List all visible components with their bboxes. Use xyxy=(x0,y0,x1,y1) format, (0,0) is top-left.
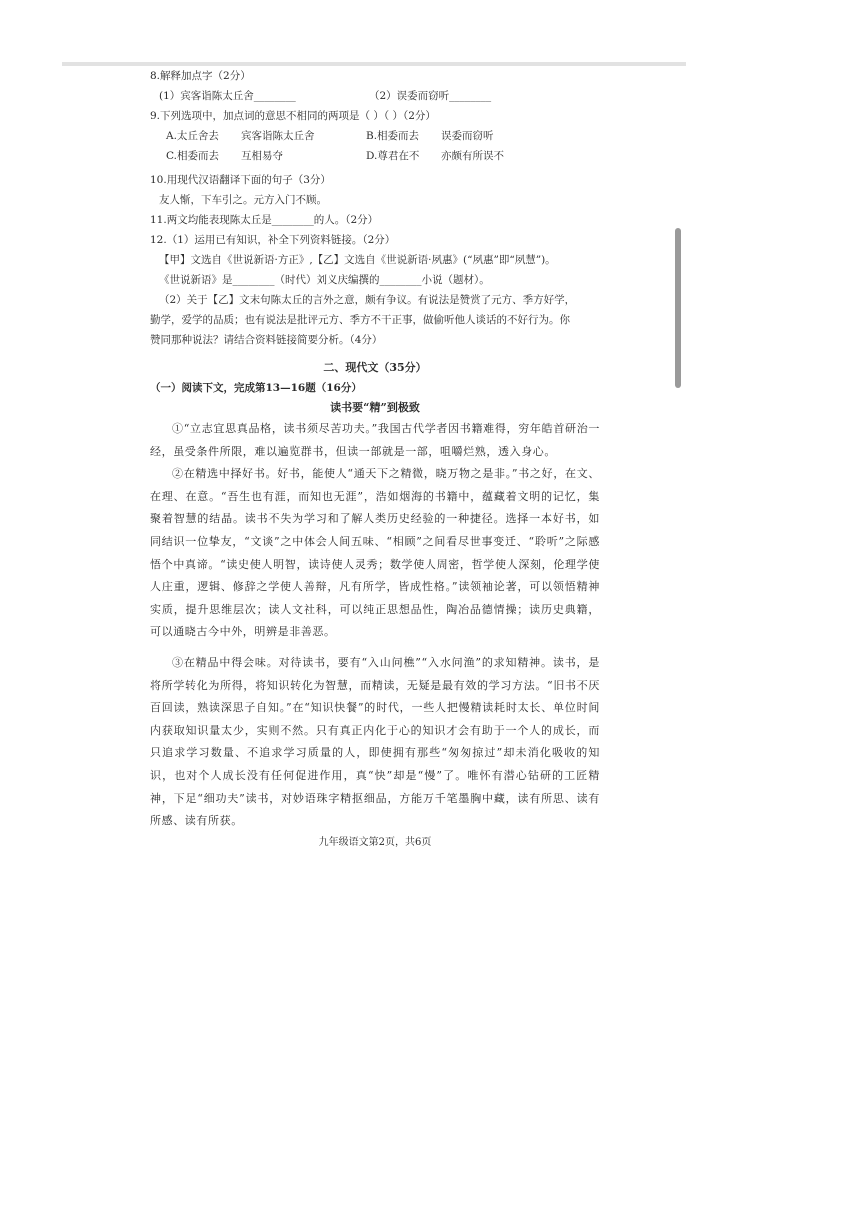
q12-line-1: 【甲】文选自《世说新语·方正》,【乙】文选自《世说新语·夙惠》(“夙惠”即“夙慧”)。 xyxy=(159,254,556,266)
q12-title: 12.（1）运用已有知识，补全下列资料链接。（2分） xyxy=(150,234,396,246)
q10-sentence: 友人惭，下车引之。元方入门不顾。 xyxy=(159,194,327,206)
q9-title: 9.下列选项中，加点词的意思不相同的两项是（ ）（ ）（2分） xyxy=(150,110,436,122)
q12-line-2: 《世说新语》是________（时代）刘义庆编撰的________小说（题材）。 xyxy=(159,274,490,286)
q8-item-2: （2）误委而窃听________ xyxy=(369,90,492,102)
essay-paragraph-3: ③在精品中得会味。对待读书，要有“入山问樵”“入水问渔”的求知精神。读书，是将所学转化为所得，将知识转化为智慧，而精读，无疑是最有效的学习方法。“旧书不厌百回读，熟读深思子自知。”在“知识快餐”的时代，一些人把慢精读耗时太长、单位时间内获取知识量太少，实则不然。只有真正内化于心的知识才会有助于一个人的成长，而只追求学习数量、不追求学习质量的人，即使拥有那些“匆匆掠过”却未消化吸收的知识，也对个人成长没有任何促进作用，真“快”却是“慢”了。唯怀有潜心钻研的工匠精神，下足“细功夫”读书，对妙语珠字精抠细品，方能万千笔墨胸中藏，读有所思、读有所感、读有所获。 xyxy=(150,655,600,828)
q12-part2-line-3: 赞同那种说法？请结合资料链接简要分析。（4分） xyxy=(150,334,383,346)
q9-option-c: C.相委而去 互相易夺 xyxy=(166,150,283,162)
q12-part2-line-1: （2）关于【乙】文末句陈太丘的言外之意，颇有争议。有说法是赞赏了元方、季方好学， xyxy=(159,294,576,306)
section-2-subtitle: （一）阅读下文，完成第13—16题（16分） xyxy=(150,382,362,394)
q9-option-a: A.太丘舍去 宾客诣陈太丘舍 xyxy=(166,130,315,142)
essay-title: 读书要“精”到极致 xyxy=(330,401,420,414)
essay-paragraph-1: ①“立志宜思真品格，读书须尽苦功夫。”我国古代学者因书籍难得，穷年皓首研治一经，虽受条件所限，难以遍览群书，但读一部就是一部，咀嚼烂熟，透入身心。 xyxy=(150,422,600,458)
page-footer: 九年级语文第2页，共6页 xyxy=(318,836,432,848)
q8-title: 8.解释加点字（2分） xyxy=(150,70,251,82)
section-2-title: 二、现代文（35分） xyxy=(323,361,427,374)
vertical-scrollbar[interactable] xyxy=(675,228,681,388)
exam-page xyxy=(150,66,600,851)
q9-option-b: B.相委而去 误委而窃听 xyxy=(366,130,494,142)
q9-options-row-2 xyxy=(150,146,600,166)
q9-options-row-1 xyxy=(150,126,600,146)
q11: 11.两文均能表现陈太丘是________的人。（2分） xyxy=(150,214,379,226)
q8-item-1: (1）宾客诣陈太丘舍________ xyxy=(159,90,296,102)
q9-option-d: D.尊君在不 亦颇有所误不 xyxy=(366,150,504,162)
q12-part2-line-2: 勤学，爱学的品质；也有说法是批评元方、季方不干正事，做偷听他人谈话的不好行为。你 xyxy=(150,314,570,326)
essay-paragraph-2: ②在精选中择好书。好书，能使人“通天下之精微，晓万物之是非。”书之好，在文、在理、在意。“吾生也有涯，而知也无涯”，浩如烟海的书籍中，蕴藏着文明的记忆，集聚着智慧的结晶。读书不失为学习和了解人类历史经验的一种捷径。选择一本好书，如同结识一位挚友，“文谈”之中体会人间五味、“相顾”之间看尽世事变迁、“聆听”之际感悟个中真谛。“读史使人明智，读诗使人灵秀；数学使人周密，哲学使人深刻，伦理学使人庄重，逻辑、修辞之学使人善辩，凡有所学，皆成性格。”读领袖论著，可以领悟精神实质，提升思维层次；读人文社科，可以纯正思想品性，陶冶品德情操；读历史典籍，可以通晓古今中外，明辨是非善恶。 xyxy=(150,467,600,639)
q10-title: 10.用现代汉语翻译下面的句子（3分） xyxy=(150,174,331,186)
q8-items xyxy=(150,86,600,106)
